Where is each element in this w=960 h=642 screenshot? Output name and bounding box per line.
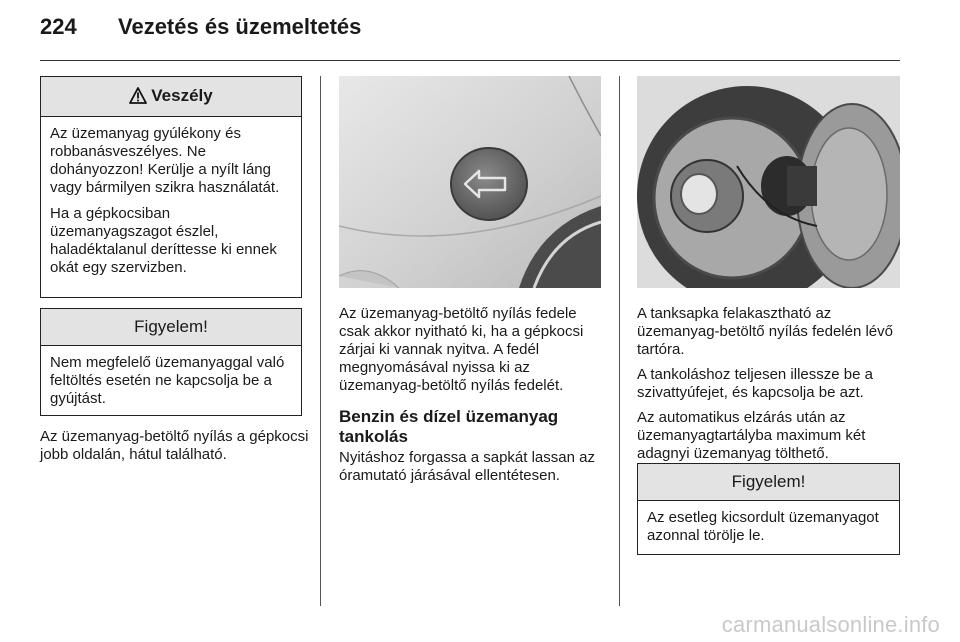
danger-box-title: Veszély — [151, 86, 213, 105]
col1-body-text: Az üzemanyag-betöltő nyílás a gépkocsi jobb oldalán, hátul található. — [40, 428, 309, 463]
header-divider — [40, 60, 900, 61]
caution-box-1 — [40, 308, 302, 416]
fuel-cap-illustration — [637, 76, 900, 288]
col2-sub-text: Nyitáshoz forgassa a sapkát lassan az óramutató járásával ellentétesen. — [339, 449, 595, 484]
column-divider-1 — [320, 76, 321, 606]
fuel-door-photo — [339, 76, 601, 288]
watermark: carmanualsonline.info — [721, 612, 940, 637]
fuel-door-illustration — [339, 76, 601, 288]
danger-box-body — [41, 117, 301, 285]
caution-box-1-header: Figyelem! — [41, 309, 301, 346]
warning-triangle-icon — [129, 87, 147, 104]
danger-paragraph-2: Ha a gépkocsiban üzemanyagszagot észlel, haladéktalanul deríttesse ki ennek okát egy szervizben. — [50, 205, 277, 276]
col3-paragraph-2: A tankoláshoz teljesen illessze be a szivattyúfejet, és kapcsolja be azt. — [637, 366, 873, 401]
col3-paragraph-1: A tanksapka felakasztható az üzemanyag-betöltő nyílás fedelén lévő tartóra. — [637, 305, 893, 358]
column-divider-2 — [619, 76, 620, 606]
fuel-cap-photo — [637, 76, 900, 288]
caution-box-2-body: Az esetleg kicsordult üzemanyagot azonnal törölje le. — [647, 509, 879, 544]
col3-body-text — [637, 305, 907, 470]
danger-paragraph-1: Az üzemanyag gyúlékony és robbanásveszélyes. Ne dohányozzon! Kerülje a nyílt láng vagy bármilyen szikra használatát. — [50, 125, 280, 196]
section-heading-refuel: Benzin és dízel üzemanyag tankolás — [339, 407, 559, 446]
danger-box — [40, 76, 302, 298]
page-title: Vezetés és üzemeltetés — [118, 14, 362, 39]
caution-box-2-header: Figyelem! — [638, 464, 899, 501]
danger-box-header — [41, 77, 301, 117]
col2-body-text: Az üzemanyag-betöltő nyílás fedele csak akkor nyitható ki, ha a gépkocsi zárjai ki vannak nyitva. A fedél megnyomásával nyissa ki az üzemanyag-betöltő nyílás fedelét. — [339, 305, 584, 394]
caution-box-1-body: Nem megfelelő üzemanyaggal való feltöltés esetén ne kapcsolja be a gyújtást. — [50, 354, 285, 407]
caution-box-2 — [637, 463, 900, 555]
col3-paragraph-3: Az automatikus elzárás után az üzemanyagtartályba maximum két adagnyi üzemanyag tölthető. — [637, 409, 866, 462]
page-number: 224 — [40, 14, 77, 39]
